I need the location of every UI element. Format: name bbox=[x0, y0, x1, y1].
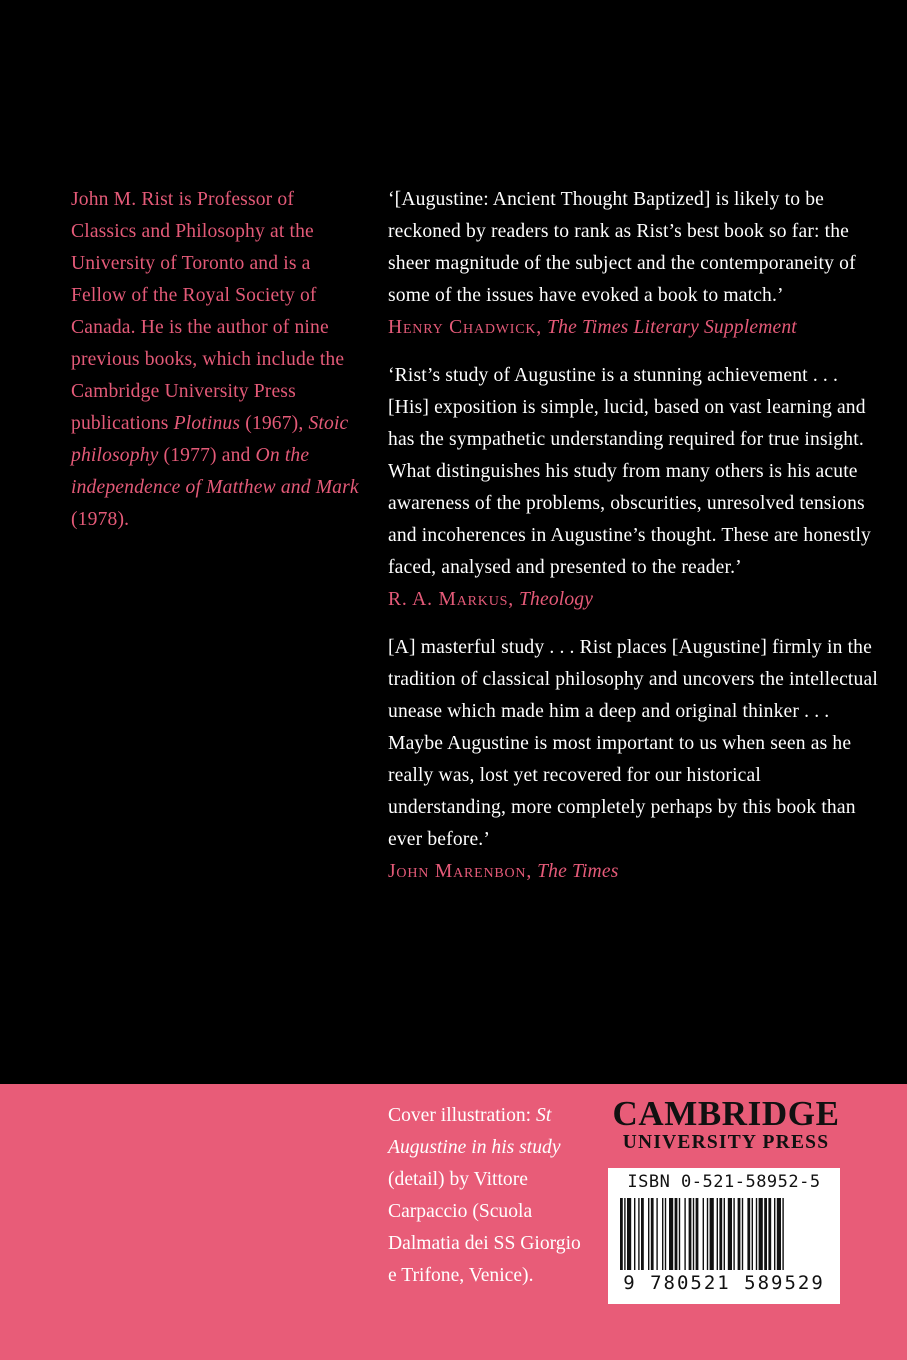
cover-credit-lead: Cover illustration: bbox=[388, 1105, 532, 1126]
review-marenbon bbox=[388, 632, 878, 888]
barcode-bars-icon bbox=[620, 1198, 828, 1270]
review-author: John Marenbon, bbox=[388, 861, 533, 882]
bio-title-stoic: Stoic philosophy bbox=[71, 413, 349, 466]
cover-credit-title: St Augustine in his study bbox=[388, 1105, 561, 1158]
author-bio bbox=[71, 184, 361, 536]
review-source: The Times Literary Supplement bbox=[547, 317, 797, 338]
review-attribution bbox=[388, 312, 878, 344]
review-chadwick bbox=[388, 184, 878, 344]
publisher-logo-line1: CAMBRIDGE bbox=[612, 1094, 840, 1133]
cover-credit bbox=[388, 1100, 588, 1292]
bio-text: (1967), bbox=[240, 413, 309, 434]
bio-title-independence: On the independence of Matthew and Mark bbox=[71, 445, 359, 498]
bio-text: (1977) and bbox=[158, 445, 256, 466]
review-column bbox=[388, 184, 878, 904]
review-quote: ‘Rist’s study of Augustine is a stunning achievement . . . [His] exposition is simple, lucid, based on vast learning and has the sympathetic understanding required for true insight. What distinguishes his study from many others is his acute awareness of the problems, obscurities, unresolved tensions and incoherences in Augustine’s thought. These are honestly faced, analysed and presented to the reader.’ bbox=[388, 365, 871, 578]
barcode bbox=[608, 1168, 840, 1304]
cover-credit-rest: (detail) by Vittore Carpaccio (Scuola Dalmatia dei SS Giorgio e Trifone, Venice). bbox=[388, 1169, 581, 1286]
bio-text: (1978). bbox=[71, 509, 130, 530]
review-attribution bbox=[388, 584, 878, 616]
review-source: The Times bbox=[537, 861, 619, 882]
bio-title-plotinus: Plotinus bbox=[173, 413, 241, 434]
review-quote: [A] masterful study . . . Rist places [Augustine] firmly in the tradition of classical philosophy and uncovers the intellectual unease which made him a deep and original thinker . . . Maybe Augustine is most important to us when seen as he really was, lost yet recovered for our historical understanding, more completely perhaps by this book than ever before.’ bbox=[388, 637, 878, 850]
review-markus bbox=[388, 360, 878, 616]
review-quote: ‘[Augustine: Ancient Thought Baptized] is likely to be reckoned by readers to rank as Rist’s best book so far: the sheer magnitude of the subject and the contemporaneity of some of the issues have evoked a book to match.’ bbox=[388, 189, 856, 306]
review-author: Henry Chadwick, bbox=[388, 317, 543, 338]
publisher-logo-line2: UNIVERSITY PRESS bbox=[622, 1132, 830, 1153]
review-attribution bbox=[388, 856, 878, 888]
review-author: R. A. Markus, bbox=[388, 589, 514, 610]
ean-digits: 9 780521 589529 bbox=[623, 1272, 825, 1294]
review-source: Theology bbox=[518, 589, 594, 610]
isbn-text: ISBN 0-521-58952-5 bbox=[627, 1172, 821, 1192]
bio-text: John M. Rist is Professor of Classics and Philosophy at the University of Toronto and is a Fellow of the Royal Society of Canada. He is the author of nine previous books, which include the Cambridge University Press publications bbox=[71, 189, 345, 434]
